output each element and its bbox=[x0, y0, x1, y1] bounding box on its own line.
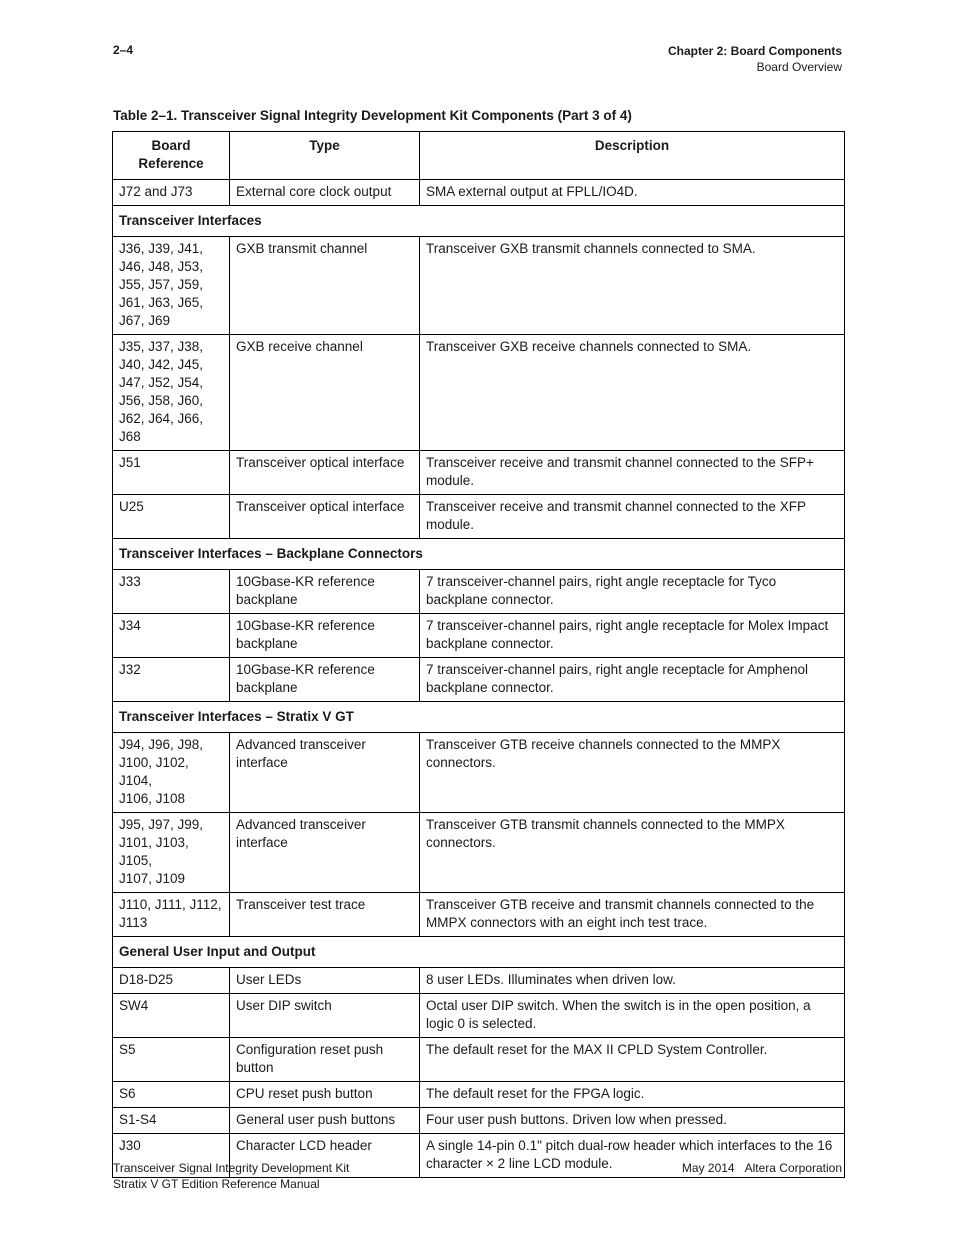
table-section-row bbox=[113, 539, 845, 570]
cell-description: 8 user LEDs. Illuminates when driven low. bbox=[420, 968, 845, 994]
cell-description: Transceiver GXB transmit channels connected to SMA. bbox=[420, 237, 845, 335]
cell-board-reference: J72 and J73 bbox=[113, 180, 230, 206]
cell-board-reference: J110, J111, J112, J113 bbox=[113, 893, 230, 937]
table-header-row bbox=[113, 132, 845, 180]
footer-doc-subtitle: Stratix V GT Edition Reference Manual bbox=[113, 1177, 320, 1191]
cell-board-reference: SW4 bbox=[113, 994, 230, 1038]
cell-description: SMA external output at FPLL/IO4D. bbox=[420, 180, 845, 206]
cell-description: Octal user DIP switch. When the switch is in the open position, a logic 0 is selected. bbox=[420, 994, 845, 1038]
cell-type: User LEDs bbox=[230, 968, 420, 994]
table-row bbox=[113, 968, 845, 994]
table-body bbox=[113, 180, 845, 1178]
cell-description: A single 14-pin 0.1" pitch dual-row header which interfaces to the 16 character × 2 line LCD module. bbox=[420, 1134, 845, 1178]
cell-type: GXB transmit channel bbox=[230, 237, 420, 335]
cell-description: Transceiver receive and transmit channel connected to the XFP module. bbox=[420, 495, 845, 539]
footer-publication-info bbox=[682, 1160, 842, 1176]
cell-description: Four user push buttons. Driven low when pressed. bbox=[420, 1108, 845, 1134]
cell-type: Transceiver optical interface bbox=[230, 495, 420, 539]
cell-type: Transceiver optical interface bbox=[230, 451, 420, 495]
column-header-type: Type bbox=[230, 132, 420, 180]
table-row bbox=[113, 451, 845, 495]
page-number: 2–4 bbox=[113, 43, 134, 57]
cell-board-reference: S6 bbox=[113, 1082, 230, 1108]
column-header-description: Description bbox=[420, 132, 845, 180]
table-row bbox=[113, 813, 845, 893]
cell-description: 7 transceiver-channel pairs, right angle receptacle for Amphenol backplane connector. bbox=[420, 658, 845, 702]
cell-description: Transceiver GTB receive and transmit channels connected to the MMPX connectors with an eight inch test trace. bbox=[420, 893, 845, 937]
table-row bbox=[113, 614, 845, 658]
cell-type: Configuration reset push button bbox=[230, 1038, 420, 1082]
cell-type: GXB receive channel bbox=[230, 335, 420, 451]
cell-description: 7 transceiver-channel pairs, right angle receptacle for Molex Impact backplane connector. bbox=[420, 614, 845, 658]
components-table bbox=[112, 131, 845, 1178]
section-title: Board Overview bbox=[756, 60, 842, 74]
cell-description: Transceiver GTB transmit channels connected to the MMPX connectors. bbox=[420, 813, 845, 893]
cell-description: Transceiver GTB receive channels connected to the MMPX connectors. bbox=[420, 733, 845, 813]
table-row bbox=[113, 893, 845, 937]
cell-type: Advanced transceiver interface bbox=[230, 733, 420, 813]
chapter-title: Chapter 2: Board Components bbox=[667, 44, 842, 58]
table-row bbox=[113, 495, 845, 539]
cell-type: External core clock output bbox=[230, 180, 420, 206]
footer-date: May 2014 bbox=[681, 1161, 735, 1175]
cell-board-reference: S1-S4 bbox=[113, 1108, 230, 1134]
table-row bbox=[113, 733, 845, 813]
table-row bbox=[113, 180, 845, 206]
cell-board-reference: D18-D25 bbox=[113, 968, 230, 994]
table-row bbox=[113, 1082, 845, 1108]
table-row bbox=[113, 658, 845, 702]
cell-description: 7 transceiver-channel pairs, right angle receptacle for Tyco backplane connector. bbox=[420, 570, 845, 614]
footer-company: Altera Corporation bbox=[744, 1161, 842, 1175]
cell-description: The default reset for the FPGA logic. bbox=[420, 1082, 845, 1108]
cell-board-reference: J34 bbox=[113, 614, 230, 658]
cell-board-reference: J30 bbox=[113, 1134, 230, 1178]
cell-type: General user push buttons bbox=[230, 1108, 420, 1134]
cell-board-reference: J35, J37, J38, J40, J42, J45, J47, J52, J54, J56, J58, J60, J62, J64, J66, J68 bbox=[113, 335, 230, 451]
cell-board-reference: U25 bbox=[113, 495, 230, 539]
table-section-row bbox=[113, 206, 845, 237]
cell-type: 10Gbase-KR reference backplane bbox=[230, 658, 420, 702]
cell-type: Transceiver test trace bbox=[230, 893, 420, 937]
cell-board-reference: S5 bbox=[113, 1038, 230, 1082]
cell-type: Character LCD header bbox=[230, 1134, 420, 1178]
table-section-row bbox=[113, 702, 845, 733]
cell-description: Transceiver GXB receive channels connected to SMA. bbox=[420, 335, 845, 451]
cell-type: 10Gbase-KR reference backplane bbox=[230, 614, 420, 658]
table-row bbox=[113, 570, 845, 614]
cell-board-reference: J36, J39, J41, J46, J48, J53, J55, J57, J59, J61, J63, J65, J67, J69 bbox=[113, 237, 230, 335]
cell-type: User DIP switch bbox=[230, 994, 420, 1038]
column-header-board-reference: Board Reference bbox=[113, 132, 230, 180]
running-header bbox=[668, 43, 842, 75]
cell-description: Transceiver receive and transmit channel connected to the SFP+ module. bbox=[420, 451, 845, 495]
table-row bbox=[113, 1108, 845, 1134]
table-row bbox=[113, 237, 845, 335]
cell-type: 10Gbase-KR reference backplane bbox=[230, 570, 420, 614]
cell-type: CPU reset push button bbox=[230, 1082, 420, 1108]
cell-board-reference: J51 bbox=[113, 451, 230, 495]
footer-doc-title: Transceiver Signal Integrity Development Kit bbox=[113, 1161, 350, 1175]
section-title: General User Input and Output bbox=[113, 937, 845, 968]
table-row bbox=[113, 1038, 845, 1082]
table-caption: Table 2–1. Transceiver Signal Integrity Development Kit Components (Part 3 of 4) bbox=[113, 108, 632, 123]
cell-description: The default reset for the MAX II CPLD System Controller. bbox=[420, 1038, 845, 1082]
cell-board-reference: J33 bbox=[113, 570, 230, 614]
table-row bbox=[113, 335, 845, 451]
cell-board-reference: J95, J97, J99, J101, J103, J105, J107, J109 bbox=[113, 813, 230, 893]
section-title: Transceiver Interfaces – Stratix V GT bbox=[113, 702, 845, 733]
footer-document-info bbox=[113, 1160, 349, 1192]
cell-type: Advanced transceiver interface bbox=[230, 813, 420, 893]
table-section-row bbox=[113, 937, 845, 968]
cell-board-reference: J94, J96, J98, J100, J102, J104, J106, J108 bbox=[113, 733, 230, 813]
section-title: Transceiver Interfaces – Backplane Connectors bbox=[113, 539, 845, 570]
table-row bbox=[113, 994, 845, 1038]
cell-board-reference: J32 bbox=[113, 658, 230, 702]
section-title: Transceiver Interfaces bbox=[113, 206, 845, 237]
